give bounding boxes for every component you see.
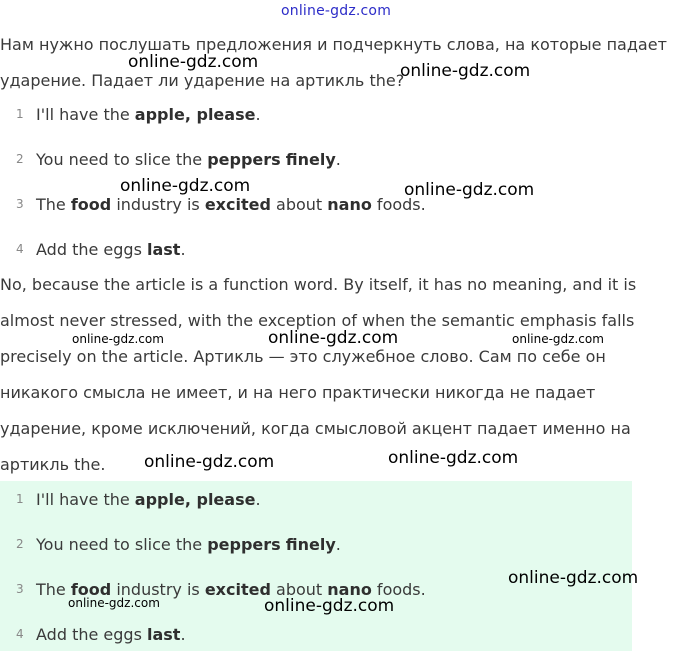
answer-list-item-2	[0, 529, 341, 559]
list-item-4	[0, 234, 186, 264]
item-text: I'll have the apple, please.	[36, 104, 261, 124]
watermark: online-gdz.com	[68, 596, 160, 610]
watermark: online-gdz.com	[144, 452, 275, 472]
answer-line-2: almost never stressed, with the exception of when the semantic emphasis falls	[0, 311, 635, 330]
answer-line-3: precisely on the article. Артикль — это служебное слово. Сам по себе он	[0, 347, 606, 366]
watermark: online-gdz.com	[72, 332, 164, 346]
item-text: Add the eggs last.	[36, 624, 186, 644]
item-number: 1	[16, 107, 24, 121]
question-line-2: ударение. Падает ли ударение на артикль the?	[0, 71, 405, 90]
item-text: You need to slice the peppers finely.	[36, 149, 341, 169]
item-text: You need to slice the peppers finely.	[36, 534, 341, 554]
watermark: online-gdz.com	[512, 332, 604, 346]
answer-list-item-4	[0, 619, 186, 649]
watermark: online-gdz.com	[400, 61, 531, 81]
item-number: 3	[16, 197, 24, 211]
watermark: online-gdz.com	[508, 568, 639, 588]
watermark: online-gdz.com	[404, 180, 535, 200]
list-item-2	[0, 144, 341, 174]
item-number: 4	[16, 627, 24, 641]
item-number: 2	[16, 152, 24, 166]
answer-line-6: артикль the.	[0, 455, 106, 474]
item-text: The food industry is excited about nano foods.	[36, 194, 426, 214]
list-item-1	[0, 99, 261, 129]
item-text: I'll have the apple, please.	[36, 489, 261, 509]
item-text: Add the eggs last.	[36, 239, 186, 259]
item-number: 2	[16, 537, 24, 551]
item-number: 1	[16, 492, 24, 506]
item-number: 3	[16, 582, 24, 596]
watermark-top: online-gdz.com	[281, 3, 392, 19]
item-text: The food industry is excited about nano foods.	[36, 579, 426, 599]
question-line-1: Нам нужно послушать предложения и подчеркнуть слова, на которые падает	[0, 35, 667, 54]
watermark: online-gdz.com	[264, 596, 395, 616]
answer-list-item-1	[0, 484, 261, 514]
item-number: 4	[16, 242, 24, 256]
answer-line-4: никакого смысла не имеет, и на него практически никогда не падает	[0, 383, 596, 402]
watermark: online-gdz.com	[120, 176, 251, 196]
watermark: online-gdz.com	[128, 52, 259, 72]
answer-line-5: ударение, кроме исключений, когда смысловой акцент падает именно на	[0, 419, 631, 438]
watermark: online-gdz.com	[388, 448, 519, 468]
answer-line-1: No, because the article is a function word. By itself, it has no meaning, and it is	[0, 275, 637, 294]
watermark: online-gdz.com	[268, 328, 399, 348]
